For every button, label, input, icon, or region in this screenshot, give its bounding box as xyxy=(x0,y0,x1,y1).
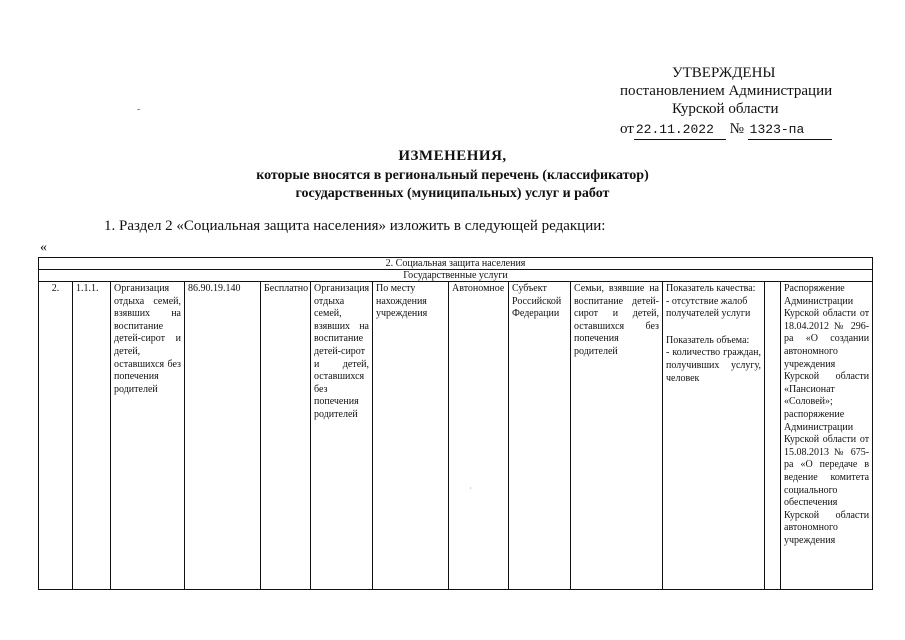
subsection-header-row xyxy=(39,270,873,282)
registry-table xyxy=(38,257,873,590)
scan-dot: · xyxy=(469,484,472,493)
subsection-header: Государственные услуги xyxy=(39,270,873,282)
cell-conditions: По месту нахождения учреждения xyxy=(373,282,449,590)
approval-date-line xyxy=(620,120,860,140)
cell-recipients: Семьи, взявшие на воспитание детей-сирот и детей, оставшихся без попечения родителей xyxy=(571,282,663,590)
date-prefix: от xyxy=(620,121,634,137)
approval-line3: Курской области xyxy=(672,101,779,117)
approval-date: 22.11.2022 xyxy=(634,121,726,140)
cell-payment: Бесплатно xyxy=(261,282,311,590)
number-prefix: № xyxy=(729,121,744,137)
table-row xyxy=(39,282,873,590)
section-header: 2. Социальная защита населения xyxy=(39,258,873,270)
cell-code: 1.1.1. xyxy=(73,282,111,590)
scan-mark: - xyxy=(137,104,141,115)
cell-level: Субъект Российской Федерации xyxy=(509,282,571,590)
volume-indicator-title: Показатель объема: xyxy=(666,334,750,346)
cell-content: Организация отдыха семей, взявших на воспитание детей-сирот и детей, оставшихся без попечения родителей xyxy=(311,282,373,590)
cell-indicators xyxy=(663,282,765,590)
cell-empty xyxy=(765,282,781,590)
doc-title: ИЗМЕНЕНИЯ, xyxy=(398,148,507,164)
cell-legal-basis: Распоряжение Администрации Курской области от 18.04.2012 № 296-ра «О создании автономного учреждения Курской области «Пансионат «Соловей»; распоряжение Администрации Курской области от 15.08.2013 № 675-ра «О передаче в ведение комитета социального обеспечения Курской области автономного учреждения xyxy=(781,282,873,590)
quality-indicator-title: Показатель качества: xyxy=(666,283,756,294)
amendment-paragraph: 1. Раздел 2 «Социальная защита населения» изложить в следующей редакции: xyxy=(104,218,606,234)
approval-block xyxy=(620,64,860,140)
cell-institution-type: Автономное xyxy=(449,282,509,590)
quality-indicator-item: - отсутствие жалоб получателей услуги xyxy=(666,295,751,320)
doc-subtitle-line2: государственных (муниципальных) услуг и работ xyxy=(295,186,610,201)
cell-service-name: Организация отдыха семей, взявших на воспитание детей-сирот и детей, оставшихся без попечения родителей xyxy=(111,282,185,590)
volume-indicator-item: - количество граждан, получивших услугу, человек xyxy=(666,347,761,384)
section-header-row xyxy=(39,258,873,270)
cell-row-number: 2. xyxy=(39,282,73,590)
doc-subtitle-line1: которые вносятся в региональный перечень (классификатор) xyxy=(256,168,649,183)
approval-number: 1323-па xyxy=(748,121,832,140)
approval-line1: УТВЕРЖДЕНЫ xyxy=(672,65,776,81)
approval-line2: постановлением Администрации xyxy=(620,83,833,99)
open-quote: « xyxy=(40,240,47,255)
cell-okved: 86.90.19.140 xyxy=(185,282,261,590)
